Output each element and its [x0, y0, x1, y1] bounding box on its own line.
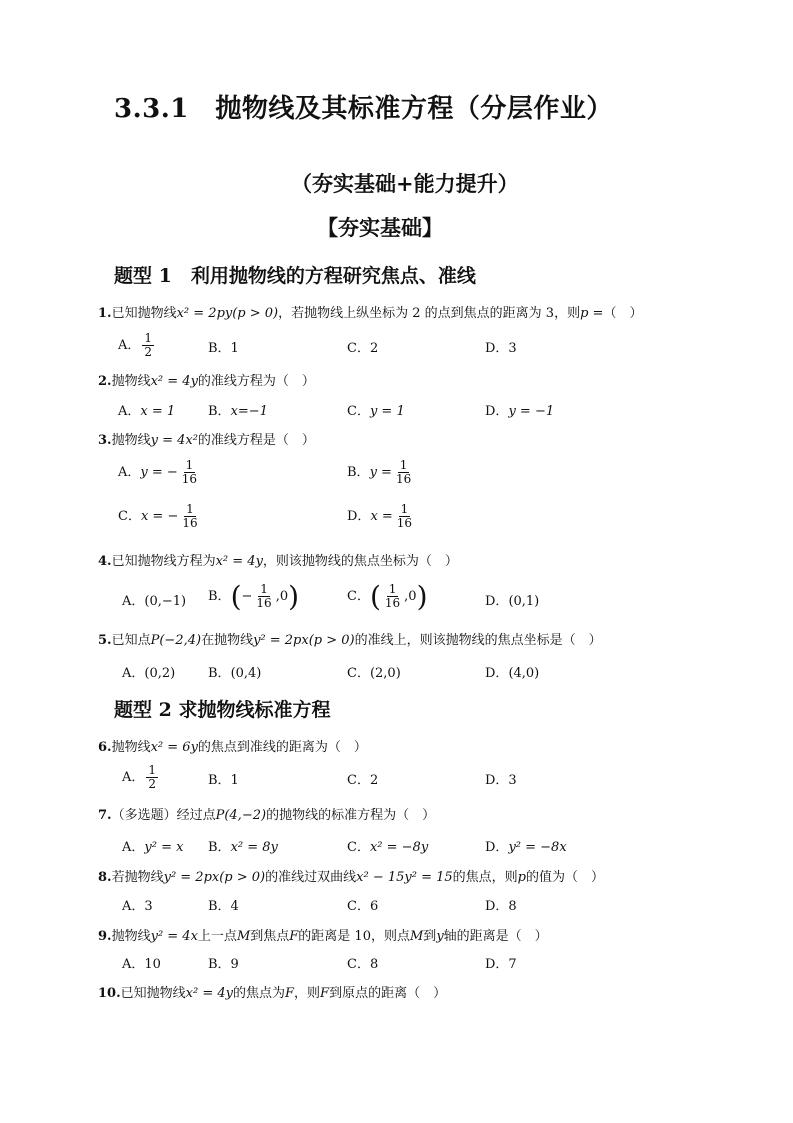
option-math: y = — [369, 465, 392, 481]
frac-den: 16 — [395, 472, 412, 487]
frac-num: 1 — [144, 331, 153, 345]
option-label: A． — [122, 770, 145, 786]
option-math: x = — [370, 509, 393, 525]
question-number: 4. — [98, 554, 112, 569]
q-text: 的焦点到准线的距离为（ ） — [197, 740, 367, 755]
q6-option-a — [122, 764, 160, 791]
q-text: 抛物线 — [111, 433, 151, 448]
option-math: x = 1 — [140, 404, 176, 419]
q-text: ，则该抛物线的焦点坐标为（ ） — [262, 554, 458, 569]
fraction — [180, 459, 199, 486]
option-label: A． — [122, 840, 145, 855]
fraction — [254, 583, 273, 610]
q-text: ，则 — [294, 986, 321, 1001]
option-math: − — [241, 589, 253, 604]
frac-num: 1 — [186, 502, 194, 516]
option-label: C． — [347, 840, 370, 855]
option-math: y = −1 — [508, 404, 555, 419]
q1-option-c: C．2 — [347, 341, 379, 356]
option-math: y = 1 — [369, 404, 405, 419]
option-math: (0,2) — [144, 666, 176, 681]
option-math: x=−1 — [230, 404, 268, 419]
q6-option-c: C．2 — [347, 773, 379, 788]
q-text: 已知抛物线 — [120, 986, 186, 1001]
option-label: A． — [118, 404, 141, 419]
q6-option-b: B．1 — [208, 773, 239, 788]
question-number: 5. — [98, 633, 112, 648]
option-math: y² = −8x — [508, 840, 567, 855]
option-math: (2,0) — [369, 666, 401, 681]
q-text: （多选题）经过点 — [111, 808, 216, 823]
q-math: p — [517, 870, 526, 885]
frac-den: 16 — [396, 516, 413, 531]
q-text: （ ） — [603, 306, 643, 321]
question-4 — [98, 550, 458, 569]
option-math: y = − — [140, 465, 178, 481]
q-text: 已知抛物线 — [111, 306, 177, 321]
option-label: D． — [485, 594, 509, 609]
q-math: P(4,−2) — [215, 808, 267, 823]
option-label: C． — [347, 404, 370, 419]
q-math: y² = 2px(p > 0) — [163, 870, 266, 885]
q7-option-a — [122, 836, 183, 855]
frac-den: 16 — [181, 472, 198, 487]
q-text: 轴的距离是（ ） — [443, 929, 548, 944]
q8-option-a: A．3 — [122, 899, 153, 914]
frac-den: 2 — [148, 777, 157, 792]
q-text: 的焦点为 — [232, 986, 285, 1001]
q-math: x² = 6y — [150, 740, 198, 755]
option-math: (0,1) — [508, 594, 540, 609]
option-label: B． — [208, 840, 231, 855]
fraction — [142, 332, 154, 359]
q-text: 的焦点，则 — [452, 870, 518, 885]
q9-option-b: B．9 — [208, 957, 239, 972]
option-math: ,0 — [404, 589, 417, 604]
q7-option-b — [208, 836, 278, 855]
paren-right: ) — [416, 580, 428, 613]
option-label: B． — [208, 404, 231, 419]
question-1 — [98, 302, 642, 321]
q-text: 上一点 — [197, 929, 237, 944]
q-text: 若抛物线 — [111, 870, 164, 885]
q-math: x² = 2py(p > 0) — [176, 306, 279, 321]
q-text: 的准线方程为（ ） — [197, 374, 315, 389]
q6-option-d: D．3 — [485, 773, 517, 788]
q-text: 已知点 — [111, 633, 151, 648]
option-label: D． — [485, 404, 509, 419]
q-math: M — [409, 929, 424, 944]
page-title: 3.3.1 抛物线及其标准方程（分层作业） — [114, 94, 613, 124]
q-math: x² = 4y — [215, 554, 263, 569]
q-text: 的值为（ ） — [525, 870, 604, 885]
question-9 — [98, 925, 548, 944]
q5-option-a — [122, 662, 175, 681]
question-number: 10. — [98, 986, 121, 1001]
q-text: ，若抛物线上纵坐标为 2 的点到焦点的距离为 3，则 — [278, 306, 581, 321]
question-3 — [98, 429, 315, 448]
question-10 — [98, 982, 446, 1001]
question-5 — [98, 629, 602, 648]
option-math: x² = −8y — [369, 840, 429, 855]
q3-option-d — [347, 503, 416, 530]
q2-option-d — [485, 400, 554, 419]
q9-option-d: D．7 — [485, 957, 517, 972]
option-label: D． — [485, 840, 509, 855]
frac-den: 2 — [144, 345, 153, 360]
option-label: B． — [208, 666, 231, 681]
question-number: 8. — [98, 870, 112, 885]
q7-option-c — [347, 836, 428, 855]
question-number: 3. — [98, 433, 112, 448]
frac-den: 16 — [256, 596, 272, 610]
section-heading: 【夯实基础】 — [317, 215, 443, 240]
fraction — [383, 583, 402, 610]
fraction — [394, 459, 413, 486]
option-math: y² = x — [144, 840, 184, 855]
frac-num: 1 — [400, 502, 409, 516]
option-math: (0,−1) — [144, 594, 187, 609]
q5-option-b — [208, 662, 261, 681]
q2-option-a — [118, 400, 175, 419]
q3-option-c — [118, 503, 202, 530]
frac-num: 1 — [388, 581, 397, 596]
q2-option-b — [208, 400, 268, 419]
question-number: 6. — [98, 740, 112, 755]
q-math: F — [320, 986, 330, 1001]
q1-option-d: D．3 — [485, 341, 517, 356]
q4-option-b — [208, 580, 299, 613]
q-text: 已知抛物线方程为 — [111, 554, 216, 569]
q4-option-d — [485, 590, 539, 609]
q-text: 在抛物线 — [201, 633, 254, 648]
question-number: 1. — [98, 306, 112, 321]
q-math: y — [436, 929, 444, 944]
q7-option-d — [485, 836, 567, 855]
q3-option-b — [347, 459, 415, 486]
frac-den: 16 — [384, 596, 401, 610]
option-math: x² = 8y — [230, 840, 278, 855]
q-math: F — [289, 929, 299, 944]
q5-option-c — [347, 662, 401, 681]
page-subtitle: （夯实基础+能力提升） — [291, 171, 519, 196]
q-math: y = 4x² — [150, 433, 198, 448]
paren-right: ) — [288, 580, 300, 613]
q-text: 的准线方程是（ ） — [197, 433, 315, 448]
q-math: p = — [580, 306, 604, 321]
q1-option-b: B．1 — [208, 341, 239, 356]
q-text: 的距离是 10，则点 — [298, 929, 410, 944]
q1-option-a — [118, 332, 156, 359]
frac-num: 1 — [148, 763, 157, 777]
option-math: x = − — [140, 509, 179, 525]
q2-option-c — [347, 400, 405, 419]
question-7 — [98, 804, 435, 823]
q-math: x² = 4y — [150, 374, 198, 389]
option-label: D． — [485, 666, 509, 681]
fraction — [395, 503, 414, 530]
q5-option-d — [485, 662, 539, 681]
q-text: 的抛物线的标准方程为（ ） — [266, 808, 436, 823]
q-text: 的准线上，则该抛物线的焦点坐标是（ ） — [354, 633, 602, 648]
q8-option-c: C．6 — [347, 899, 379, 914]
q9-option-a: A．10 — [122, 957, 161, 972]
frac-den: 16 — [182, 516, 198, 531]
option-label: A． — [118, 465, 141, 481]
frac-num: 1 — [399, 458, 408, 472]
option-label: A． — [118, 338, 141, 354]
option-label: C． — [347, 666, 370, 681]
paren-left: ( — [369, 580, 381, 613]
q-text: 到 — [423, 929, 437, 944]
q-math: y² = 2px(p > 0) — [253, 633, 355, 648]
q-math: M — [236, 929, 251, 944]
fraction — [180, 503, 199, 530]
paren-left: ( — [230, 580, 242, 613]
fraction — [146, 764, 158, 791]
question-number: 7. — [98, 808, 112, 823]
q-math: y² = 4x — [150, 929, 198, 944]
option-label: B． — [208, 589, 231, 604]
q-math: x² = 4y — [185, 986, 233, 1001]
frac-num: 1 — [185, 458, 194, 472]
question-8 — [98, 866, 604, 885]
q3-option-a — [118, 459, 201, 486]
q-text: 的准线过双曲线 — [265, 870, 357, 885]
option-label: C． — [347, 589, 370, 604]
type2-heading: 题型 2 求抛物线标准方程 — [114, 699, 331, 721]
q-math: F — [284, 986, 295, 1001]
q-text: 抛物线 — [111, 929, 151, 944]
q4-option-c — [347, 580, 428, 613]
q-text: 抛物线 — [111, 740, 151, 755]
q-text: 到焦点 — [250, 929, 290, 944]
option-label: B． — [347, 465, 370, 481]
q4-option-a — [122, 590, 186, 609]
q8-option-b: B．4 — [208, 899, 239, 914]
question-2 — [98, 370, 315, 389]
q-text: 抛物线 — [111, 374, 151, 389]
option-label: A． — [122, 594, 145, 609]
q-text: 到原点的距离（ ） — [329, 986, 447, 1001]
q-math: P(−2,4) — [150, 633, 202, 648]
question-number: 2. — [98, 374, 112, 389]
q9-option-c: C．8 — [347, 957, 379, 972]
option-math: ,0 — [275, 589, 289, 604]
question-6 — [98, 736, 367, 755]
q8-option-d: D．8 — [485, 899, 517, 914]
option-label: C． — [118, 509, 141, 525]
frac-num: 1 — [260, 581, 268, 596]
question-number: 9. — [98, 929, 112, 944]
q-math: x² − 15y² = 15 — [356, 870, 453, 885]
option-label: D． — [347, 509, 371, 525]
type1-heading: 题型 1 利用抛物线的方程研究焦点、准线 — [114, 265, 476, 287]
option-math: (0,4) — [230, 666, 262, 681]
option-math: (4,0) — [508, 666, 540, 681]
option-label: A． — [122, 666, 145, 681]
